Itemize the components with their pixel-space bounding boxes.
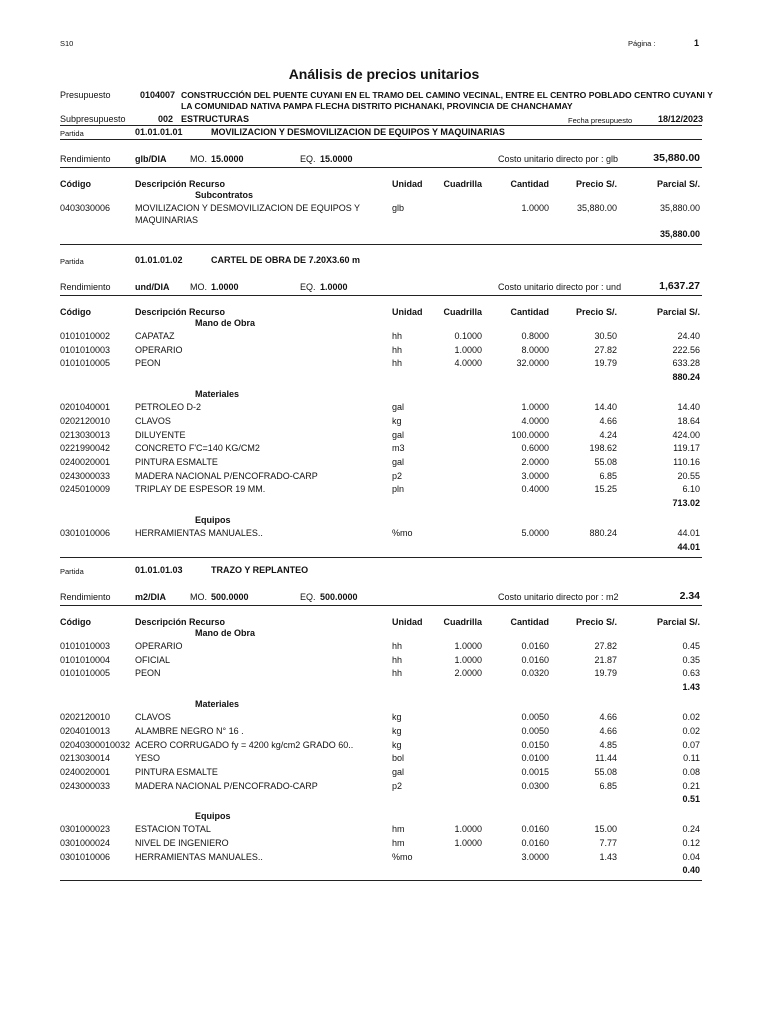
row-cuadrilla: 1.0000 [454, 654, 482, 665]
meta-divider [60, 125, 702, 126]
row-cantidad: 0.6000 [521, 443, 549, 454]
costo-value: 35,880.00 [653, 152, 700, 164]
row-unidad: hm [392, 838, 405, 848]
row-cuadrilla: 1.0000 [454, 344, 482, 355]
row-descripcion: HERRAMIENTAS MANUALES.. [135, 528, 263, 538]
eq-value: 1.0000 [320, 282, 348, 292]
row-cantidad: 0.0050 [521, 712, 549, 723]
row-cantidad: 32.0000 [516, 358, 549, 369]
header-codigo: Código [60, 617, 91, 627]
header-cuadrilla: Cuadrilla [443, 617, 482, 627]
row-parcial: 0.11 [683, 753, 700, 764]
row-precio: 15.00 [594, 824, 617, 835]
row-parcial: 14.40 [677, 402, 700, 413]
partida-code: 01.01.01.02 [135, 255, 183, 265]
row-cantidad: 0.0160 [521, 838, 549, 848]
header-codigo: Código [60, 307, 91, 317]
header-parcial: Parcial S/. [656, 307, 700, 317]
row-precio: 19.79 [594, 358, 617, 369]
rendimiento-label: Rendimiento [60, 282, 111, 292]
row-codigo: 0301010006 [60, 851, 111, 862]
partida-name: MOVILIZACION Y DESMOVILIZACION DE EQUIPOS Y MAQUINARIAS [211, 127, 505, 137]
row-parcial: 0.21 [682, 780, 700, 791]
row-precio: 55.08 [594, 766, 617, 777]
row-cuadrilla: 1.0000 [454, 824, 482, 835]
row-descripcion: TRIPLAY DE ESPESOR 19 MM. [135, 484, 266, 495]
row-precio: 55.08 [594, 456, 617, 467]
row-precio: 21.87 [594, 654, 617, 665]
header-codigo: Código [60, 179, 91, 189]
row-unidad: hh [392, 668, 403, 679]
row-cantidad: 0.0320 [521, 668, 549, 679]
group-title: Materiales [195, 389, 240, 400]
eq-label: EQ. [300, 282, 316, 292]
row-codigo: 0243000033 [60, 780, 111, 791]
group-total: 0.51 [682, 794, 700, 805]
rendimiento-divider [60, 167, 702, 168]
group-title: Mano de Obra [195, 318, 256, 328]
row-unidad: kg [392, 415, 402, 426]
row-unidad: hh [392, 641, 403, 651]
row-parcial: 0.08 [682, 766, 700, 777]
subpresupuesto-desc: ESTRUCTURAS [181, 114, 250, 124]
row-precio: 11.44 [595, 753, 617, 764]
row-unidad: hh [392, 344, 403, 355]
row-cantidad: 0.0150 [521, 739, 549, 750]
row-unidad: %mo [392, 851, 413, 862]
presupuesto-label: Presupuesto [60, 90, 111, 100]
row-parcial: 24.40 [677, 331, 700, 341]
row-descripcion: NIVEL DE INGENIERO [135, 838, 229, 848]
eq-value: 500.0000 [320, 592, 358, 602]
row-cantidad: 0.0050 [521, 725, 549, 736]
partida-name: TRAZO Y REPLANTEO [211, 565, 309, 575]
row-descripcion: PEON [135, 358, 161, 369]
row-cuadrilla: 1.0000 [454, 838, 482, 848]
costo-label: Costo unitario directo por : m2 [498, 592, 619, 602]
row-descripcion: PETROLEO D-2 [135, 402, 202, 413]
row-parcial: 0.07 [682, 739, 700, 750]
row-codigo: 0240020001 [60, 456, 111, 467]
header-unidad: Unidad [392, 307, 423, 317]
costo-label: Costo unitario directo por : glb [498, 154, 619, 164]
rendimiento-label: Rendimiento [60, 592, 111, 602]
row-unidad: hh [392, 654, 403, 665]
row-descripcion: HERRAMIENTAS MANUALES.. [135, 851, 263, 862]
row-codigo: 0245010009 [60, 484, 111, 495]
row-codigo: 0101010002 [60, 331, 111, 341]
header-descripcion: Descripción Recurso [135, 307, 226, 317]
partida-label: Partida [60, 567, 84, 576]
header-cuadrilla: Cuadrilla [443, 307, 482, 317]
rendimiento-label: Rendimiento [60, 154, 111, 164]
mo-value: 500.0000 [211, 592, 249, 602]
row-codigo: 0204010013 [60, 725, 111, 736]
mo-value: 15.0000 [211, 154, 244, 164]
row-precio: 15.25 [594, 484, 617, 495]
header-precio: Precio S/. [575, 179, 617, 189]
eq-label: EQ. [300, 592, 316, 602]
costo-value: 2.34 [679, 590, 700, 602]
eq-value: 15.0000 [320, 154, 353, 164]
row-codigo: 0301000024 [60, 838, 111, 848]
row-descripcion: CAPATAZ [135, 331, 175, 341]
row-cuadrilla: 1.0000 [454, 641, 482, 651]
row-descripcion: ACERO CORRUGADO fy = 4200 kg/cm2 GRADO 60.. [135, 739, 354, 750]
group-total: 35,880.00 [659, 228, 700, 239]
row-cantidad: 1.0000 [521, 402, 549, 413]
row-codigo: 0213030014 [60, 753, 111, 764]
row-codigo: 02040300010032 [60, 739, 131, 750]
partida-divider [60, 139, 702, 140]
row-codigo: 0202120010 [60, 415, 111, 426]
row-parcial: 222.56 [672, 344, 700, 355]
partida-code: 01.01.01.01 [135, 127, 183, 137]
subpresupuesto-label: Subpresupuesto [60, 114, 126, 124]
group-total: 44.01 [677, 541, 700, 552]
row-precio: 4.66 [599, 712, 617, 723]
row-cantidad: 0.8000 [521, 331, 549, 341]
row-precio: 35,880.00 [576, 203, 617, 213]
row-descripcion: PEON [135, 668, 161, 679]
row-precio: 1.43 [599, 851, 617, 862]
row-cantidad: 3.0000 [521, 470, 549, 481]
row-descripcion: DILUYENTE [135, 429, 186, 440]
row-unidad: gal [392, 766, 405, 777]
row-cantidad: 0.4000 [521, 484, 549, 495]
row-descripcion: PINTURA ESMALTE [135, 766, 218, 777]
row-cantidad: 5.0000 [521, 528, 549, 538]
row-cantidad: 100.0000 [511, 429, 549, 440]
row-codigo: 0101010003 [60, 344, 111, 355]
row-codigo: 0240020001 [60, 766, 111, 777]
partida-end-divider [60, 244, 702, 245]
group-title: Subcontratos [195, 190, 254, 200]
row-unidad: p2 [392, 780, 403, 791]
rendimiento-unit: und/DIA [135, 282, 170, 292]
header-precio: Precio S/. [575, 617, 617, 627]
row-precio: 14.40 [594, 402, 617, 413]
row-unidad: gal [392, 456, 405, 467]
row-codigo: 0101010004 [60, 654, 111, 665]
partida-code: 01.01.01.03 [135, 565, 183, 575]
header-cantidad: Cantidad [510, 617, 549, 627]
row-unidad: p2 [392, 470, 403, 481]
row-unidad: kg [392, 725, 402, 736]
row-cantidad: 3.0000 [521, 851, 549, 862]
row-descripcion: PINTURA ESMALTE [135, 456, 218, 467]
costo-label: Costo unitario directo por : und [498, 282, 622, 292]
group-title: Mano de Obra [195, 628, 256, 638]
row-cuadrilla: 2.0000 [454, 668, 482, 679]
row-cantidad: 1.0000 [521, 203, 549, 213]
row-cuadrilla: 4.0000 [454, 358, 482, 369]
fecha-label: Fecha presupuesto [568, 116, 633, 125]
row-unidad: glb [392, 203, 405, 213]
rendimiento-divider [60, 605, 702, 606]
row-parcial: 35,880.00 [659, 203, 700, 213]
mo-label: MO. [190, 154, 207, 164]
row-codigo: 0301000023 [60, 824, 111, 835]
row-codigo: 0403030006 [60, 203, 111, 213]
page-title: Análisis de precios unitarios [288, 66, 480, 82]
row-descripcion: OPERARIO [135, 344, 183, 355]
report-code: S10 [60, 39, 74, 48]
row-cantidad: 4.0000 [521, 415, 549, 426]
row-descripcion: CLAVOS [135, 415, 171, 426]
row-codigo: 0101010005 [60, 358, 111, 369]
row-unidad: %mo [392, 528, 413, 538]
row-cantidad: 0.0160 [521, 654, 549, 665]
partida-label: Partida [60, 257, 84, 266]
page-label: Página : [628, 39, 656, 48]
row-parcial: 0.24 [682, 824, 700, 835]
costo-value: 1,637.27 [659, 280, 700, 292]
row-cantidad: 0.0160 [521, 641, 549, 651]
row-parcial: 44.01 [677, 528, 700, 538]
row-codigo: 0301010006 [60, 528, 111, 538]
rendimiento-unit: glb/DIA [135, 154, 167, 164]
mo-label: MO. [190, 592, 207, 602]
mo-value: 1.0000 [211, 282, 239, 292]
row-parcial: 0.02 [682, 725, 700, 736]
presupuesto-desc-1: CONSTRUCCIÓN DEL PUENTE CUYANI EN EL TRAMO DEL CAMINO VECINAL, ENTRE EL CENTRO POBLADO CENTRO CUYANI Y [181, 90, 713, 100]
header-unidad: Unidad [392, 179, 423, 189]
row-codigo: 0201040001 [60, 402, 111, 413]
row-precio: 4.24 [599, 429, 617, 440]
row-unidad: m3 [392, 443, 405, 454]
rendimiento-divider [60, 295, 702, 296]
header-parcial: Parcial S/. [656, 179, 700, 189]
row-descripcion: OPERARIO [135, 641, 183, 651]
row-descripcion-cont: MAQUINARIAS [135, 215, 199, 225]
row-precio: 27.82 [594, 344, 617, 355]
row-precio: 7.77 [599, 838, 617, 848]
row-cantidad: 0.0160 [521, 824, 549, 835]
row-cantidad: 0.0015 [521, 766, 549, 777]
row-unidad: hh [392, 331, 403, 341]
group-total: 713.02 [672, 498, 700, 508]
row-descripcion: MADERA NACIONAL P/ENCOFRADO-CARP [135, 780, 318, 791]
header-cuadrilla: Cuadrilla [443, 179, 482, 189]
row-parcial: 0.12 [682, 838, 700, 848]
row-descripcion: MOVILIZACION Y DESMOVILIZACION DE EQUIPOS Y [135, 203, 361, 213]
row-unidad: gal [392, 402, 405, 413]
group-total: 1.43 [682, 682, 700, 693]
row-codigo: 0101010005 [60, 668, 111, 679]
group-title: Equipos [195, 515, 231, 525]
row-parcial: 0.02 [682, 712, 700, 723]
row-descripcion: OFICIAL [135, 654, 171, 665]
row-cantidad: 2.0000 [521, 456, 549, 467]
header-cantidad: Cantidad [510, 307, 549, 317]
row-codigo: 0213030013 [60, 429, 111, 440]
row-parcial: 119.17 [673, 443, 700, 454]
row-descripcion: ESTACION TOTAL [135, 824, 211, 835]
partida-label: Partida [60, 129, 84, 138]
partida-end-divider [60, 557, 702, 558]
row-precio: 6.85 [599, 470, 617, 481]
row-unidad: gal [392, 429, 405, 440]
row-parcial: 18.64 [677, 415, 700, 426]
row-precio: 4.66 [599, 725, 617, 736]
group-total: 880.24 [672, 372, 700, 383]
row-unidad: hm [392, 824, 405, 835]
row-unidad: kg [392, 712, 402, 723]
row-precio: 198.62 [589, 443, 617, 454]
header-parcial: Parcial S/. [656, 617, 700, 627]
row-descripcion: CLAVOS [135, 712, 171, 723]
row-descripcion: CONCRETO F'C=140 KG/CM2 [135, 443, 260, 454]
header-descripcion: Descripción Recurso [135, 617, 226, 627]
fecha-value: 18/12/2023 [658, 114, 704, 124]
group-title: Equipos [195, 811, 231, 822]
eq-label: EQ. [300, 154, 316, 164]
row-parcial: 424.00 [672, 429, 700, 440]
rendimiento-unit: m2/DIA [135, 592, 167, 602]
row-cantidad: 8.0000 [521, 344, 549, 355]
row-precio: 27.82 [594, 641, 617, 651]
row-precio: 4.85 [599, 739, 617, 750]
subpresupuesto-code: 002 [158, 114, 174, 124]
header-descripcion: Descripción Recurso [135, 179, 226, 189]
row-parcial: 0.04 [682, 851, 700, 862]
row-unidad: hh [392, 358, 403, 369]
row-unidad: pln [392, 484, 405, 495]
presupuesto-code: 0104007 [140, 90, 176, 100]
row-descripcion: ALAMBRE NEGRO N° 16 . [135, 725, 244, 736]
row-parcial: 633.28 [672, 358, 700, 369]
row-parcial: 0.63 [682, 668, 700, 679]
row-codigo: 0221990042 [60, 443, 111, 454]
header-precio: Precio S/. [575, 307, 617, 317]
partida-end-divider [60, 880, 702, 881]
row-codigo: 0101010003 [60, 641, 111, 651]
row-descripcion: YESO [135, 753, 161, 764]
page-number: 1 [694, 38, 700, 48]
row-precio: 4.66 [599, 415, 617, 426]
mo-label: MO. [190, 282, 207, 292]
row-codigo: 0243000033 [60, 470, 111, 481]
row-cantidad: 0.0100 [521, 753, 549, 764]
row-unidad: bol [392, 753, 405, 764]
row-parcial: 110.16 [673, 456, 700, 467]
row-parcial: 20.55 [677, 470, 700, 481]
row-precio: 30.50 [594, 331, 617, 341]
row-codigo: 0202120010 [60, 712, 111, 723]
row-descripcion: MADERA NACIONAL P/ENCOFRADO-CARP [135, 470, 318, 481]
row-precio: 880.24 [589, 528, 617, 538]
group-total: 0.40 [682, 865, 700, 876]
row-precio: 6.85 [599, 780, 617, 791]
row-cantidad: 0.0300 [521, 780, 549, 791]
partida-name: CARTEL DE OBRA DE 7.20X3.60 m [211, 255, 361, 265]
group-title: Materiales [195, 699, 240, 710]
row-parcial: 0.35 [682, 654, 700, 665]
row-parcial: 6.10 [682, 484, 700, 495]
row-precio: 19.79 [594, 668, 617, 679]
row-cuadrilla: 0.1000 [454, 331, 482, 341]
row-parcial: 0.45 [682, 641, 700, 651]
presupuesto-desc-2: LA COMUNIDAD NATIVA PAMPA FLECHA DISTRITO PICHANAKI, PROVINCIA DE CHANCHAMAY [181, 101, 573, 111]
row-unidad: kg [392, 739, 402, 750]
header-cantidad: Cantidad [510, 179, 549, 189]
header-unidad: Unidad [392, 617, 423, 627]
